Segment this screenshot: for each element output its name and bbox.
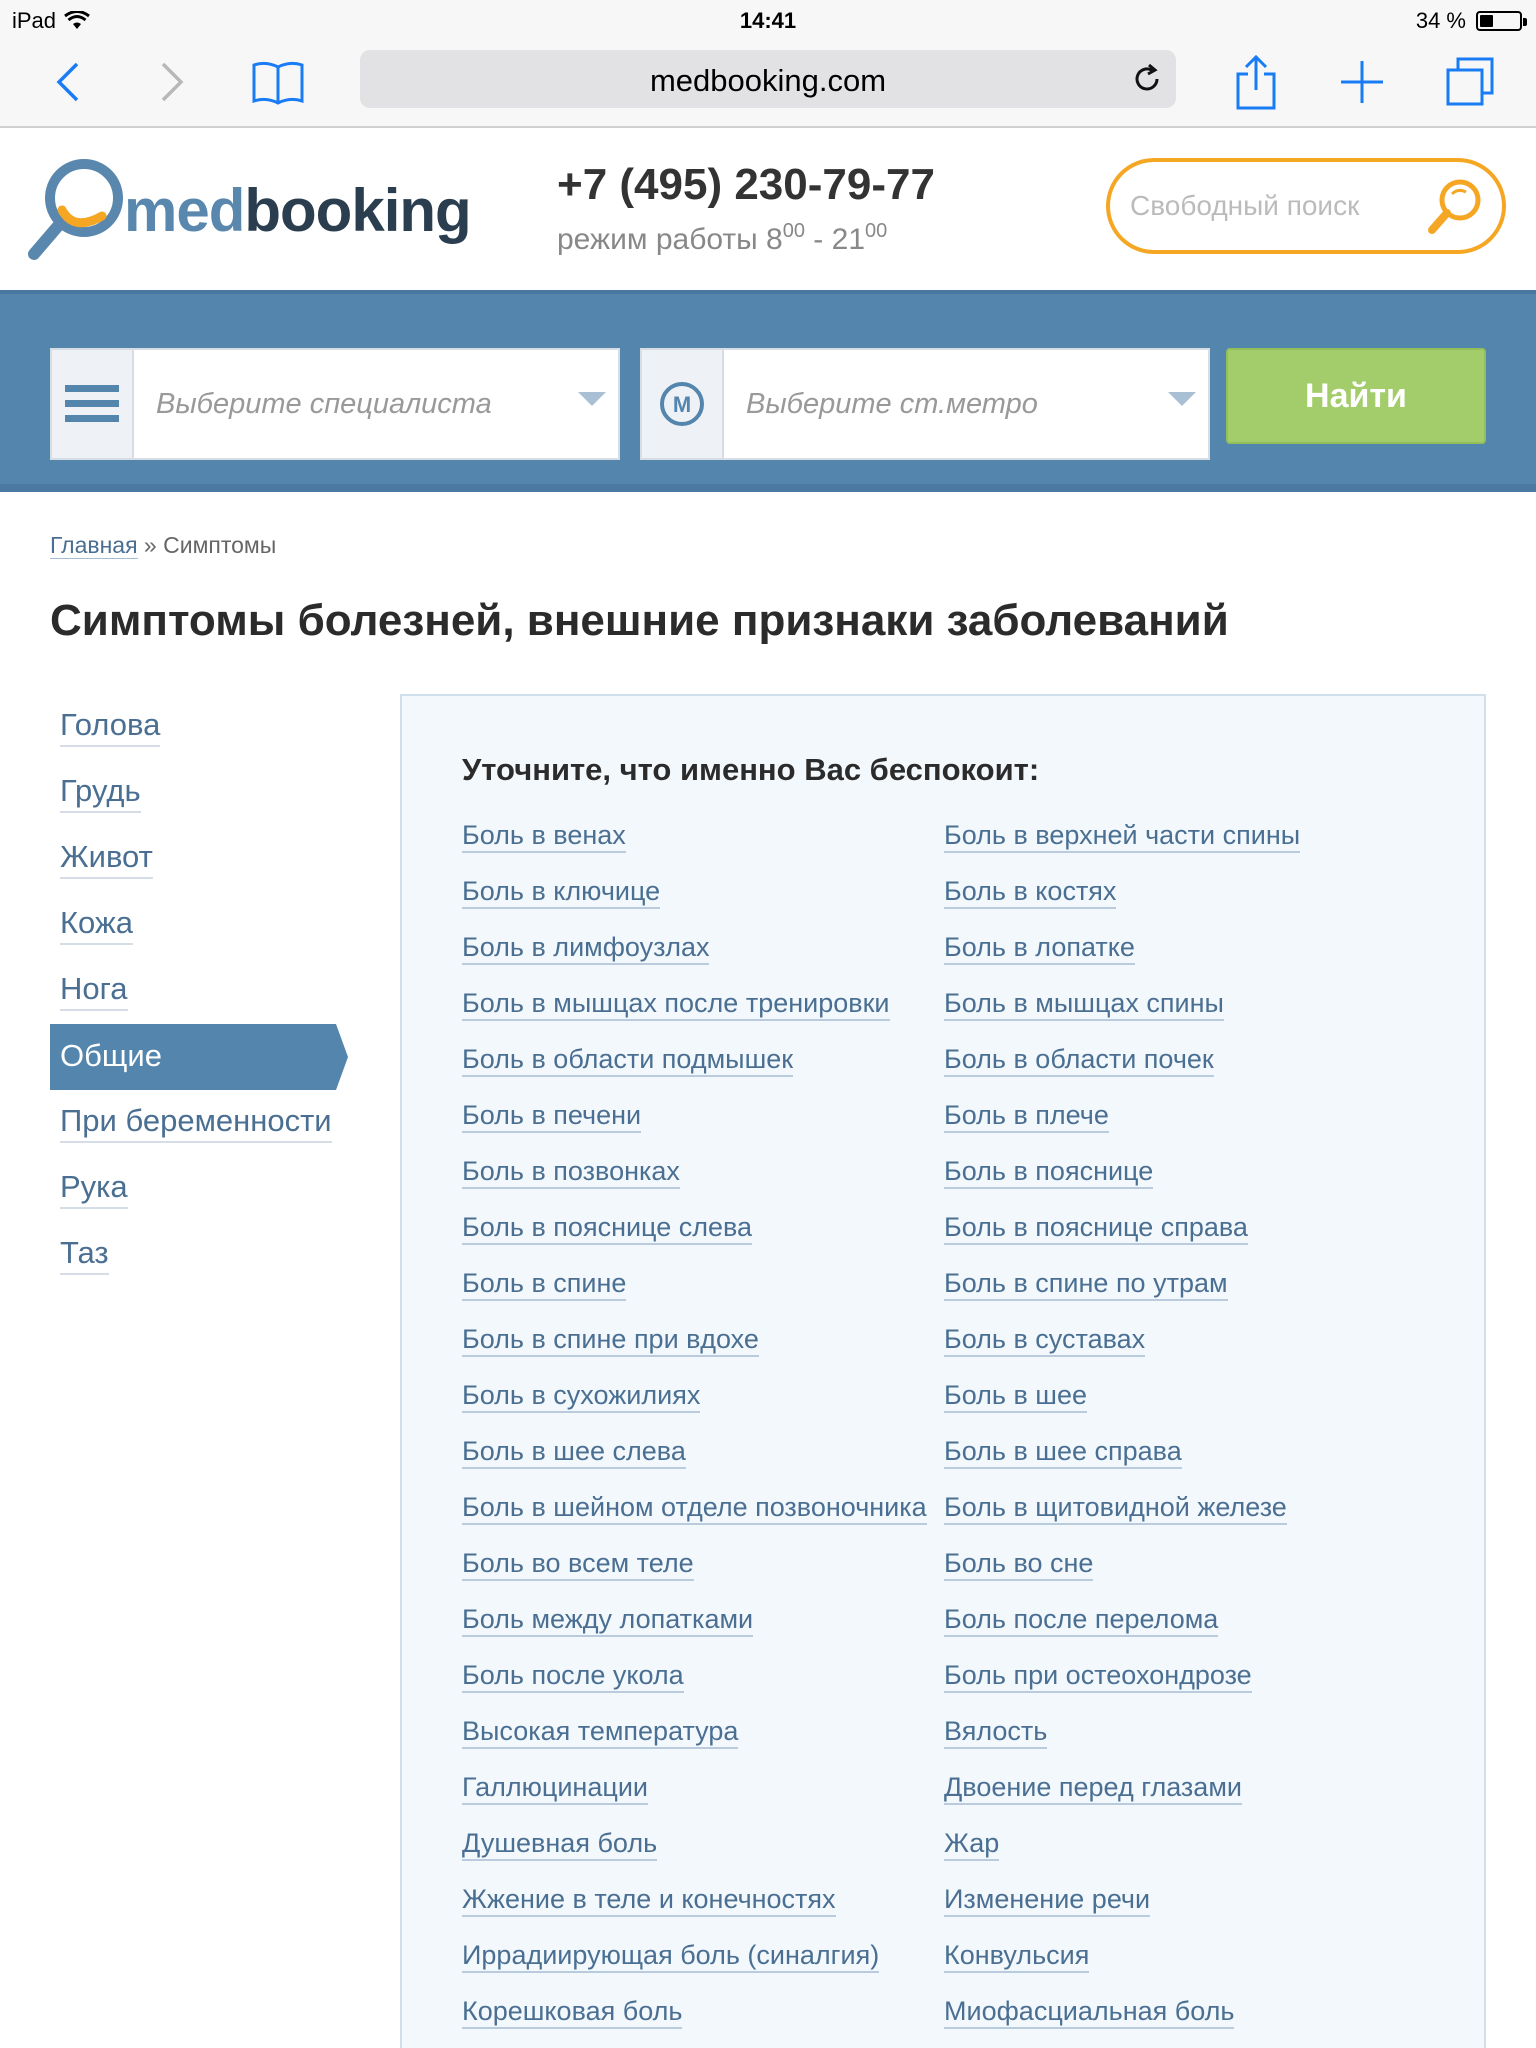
category-label: Кожа — [60, 905, 133, 945]
symptom-link[interactable] — [462, 1324, 944, 1380]
symptom-label: Боль в венах — [462, 820, 626, 853]
symptom-link[interactable] — [462, 1660, 944, 1716]
symptom-label: Боль в ключице — [462, 876, 660, 909]
symptom-label: Иррадиирующая боль (синалгия) — [462, 1940, 879, 1973]
category-item[interactable] — [50, 1156, 370, 1222]
site-header — [0, 130, 1536, 290]
symptom-label: Боль в спине — [462, 1268, 626, 1301]
reload-icon[interactable] — [1130, 62, 1164, 96]
battery-icon — [1476, 11, 1522, 31]
symptom-link[interactable] — [462, 1044, 944, 1100]
symptom-link[interactable] — [944, 932, 1426, 988]
symptom-label: Боль в пояснице справа — [944, 1212, 1248, 1245]
symptom-label: Боль в мышцах после тренировки — [462, 988, 890, 1021]
symptom-link[interactable] — [944, 1100, 1426, 1156]
status-time: 14:41 — [739, 8, 797, 33]
category-item[interactable] — [50, 1222, 370, 1288]
tabs-icon[interactable] — [1438, 50, 1502, 114]
symptom-link[interactable] — [462, 1212, 944, 1268]
symptom-label: Боль в области почек — [944, 1044, 1214, 1077]
category-item[interactable] — [50, 826, 370, 892]
symptom-link[interactable] — [462, 1436, 944, 1492]
symptom-label: Изменение речи — [944, 1884, 1150, 1917]
symptom-label: Боль в пояснице слева — [462, 1212, 752, 1245]
bookmarks-icon[interactable] — [246, 50, 310, 114]
symptom-label: Боль в суставах — [944, 1324, 1145, 1357]
symptom-link[interactable] — [944, 1492, 1426, 1548]
symptom-link[interactable] — [944, 820, 1426, 876]
breadcrumb-home-link[interactable]: Главная — [50, 532, 138, 558]
symptom-label: Боль во сне — [944, 1548, 1093, 1581]
menu-icon — [52, 350, 134, 458]
symptom-label: Боль в мышцах спины — [944, 988, 1224, 1021]
symptom-panel — [400, 694, 1486, 2048]
symptom-label: Боль в верхней части спины — [944, 820, 1300, 853]
symptom-label: Боль между лопатками — [462, 1604, 753, 1637]
symptom-link[interactable] — [462, 1156, 944, 1212]
category-label: Голова — [60, 707, 160, 747]
symptom-link[interactable] — [944, 1548, 1426, 1604]
symptom-label: Боль в лимфоузлах — [462, 932, 709, 965]
symptom-label: Боль в спине при вдохе — [462, 1324, 759, 1357]
page-title: Симптомы болезней, внешние признаки заболеваний — [50, 596, 1229, 645]
symptom-link[interactable] — [462, 1548, 944, 1604]
status-bar — [0, 0, 1536, 40]
category-item[interactable] — [50, 760, 370, 826]
breadcrumb-current: Симптомы — [163, 532, 277, 558]
symptom-label: Боль в шее слева — [462, 1436, 686, 1469]
specialist-select[interactable] — [50, 348, 620, 460]
symptom-label: Боль в лопатке — [944, 932, 1135, 965]
symptom-link[interactable] — [944, 1044, 1426, 1100]
chevron-down-icon — [1168, 392, 1196, 406]
symptom-link[interactable] — [462, 1716, 944, 1772]
symptom-link[interactable] — [462, 1100, 944, 1156]
share-icon[interactable] — [1224, 50, 1288, 114]
symptom-link[interactable] — [944, 876, 1426, 932]
category-item[interactable] — [50, 1024, 336, 1090]
category-label: Нога — [60, 971, 128, 1011]
category-label: Живот — [60, 839, 153, 879]
symptom-link[interactable] — [944, 1996, 1426, 2048]
magnifier-logo-icon — [28, 154, 124, 264]
new-tab-icon[interactable] — [1330, 50, 1394, 114]
symptom-label: Жжение в теле и конечностях — [462, 1884, 836, 1917]
symptom-label: Боль в шейном отделе позвоночника — [462, 1492, 927, 1525]
battery-percent: 34 % — [1415, 8, 1466, 33]
symptom-label: Боль в плече — [944, 1100, 1109, 1133]
symptom-label: Галлюцинации — [462, 1772, 648, 1805]
category-item[interactable] — [50, 958, 370, 1024]
logo-wordmark: medbooking — [124, 177, 471, 244]
status-right — [1416, 8, 1522, 34]
find-button[interactable]: Найти — [1226, 348, 1486, 444]
chevron-down-icon — [578, 392, 606, 406]
category-label: Общие — [60, 1038, 162, 1073]
symptom-label: Двоение перед глазами — [944, 1772, 1242, 1805]
svg-text:М: М — [672, 392, 692, 417]
symptom-link[interactable] — [462, 1828, 944, 1884]
category-label: Таз — [60, 1235, 109, 1275]
symptom-label: Боль при остеохондрозе — [944, 1660, 1252, 1693]
category-menu — [50, 694, 370, 1288]
symptom-link[interactable] — [462, 1380, 944, 1436]
symptom-label: Боль после перелома — [944, 1604, 1218, 1637]
symptom-label: Вялость — [944, 1716, 1047, 1749]
symptom-label: Боль в сухожилиях — [462, 1380, 700, 1413]
symptom-link[interactable] — [462, 820, 944, 876]
symptom-link[interactable] — [944, 1436, 1426, 1492]
category-label: Рука — [60, 1169, 128, 1209]
symptom-label: Боль в шее — [944, 1380, 1087, 1413]
symptom-link[interactable] — [462, 988, 944, 1044]
symptom-link[interactable] — [944, 1884, 1426, 1940]
symptom-link[interactable] — [944, 1940, 1426, 1996]
breadcrumb-separator: » — [137, 532, 164, 558]
symptom-label: Боль в пояснице — [944, 1156, 1153, 1189]
symptom-label: Боль в области подмышек — [462, 1044, 793, 1077]
symptom-link[interactable] — [462, 1940, 944, 1996]
metro-placeholder: Выберите ст.метро — [746, 388, 1038, 420]
forward-icon[interactable] — [140, 50, 204, 114]
contact-block — [557, 160, 935, 257]
category-item[interactable] — [50, 1090, 370, 1156]
symptom-link[interactable] — [462, 1996, 944, 2048]
back-icon[interactable] — [36, 50, 100, 114]
symptom-link[interactable] — [462, 876, 944, 932]
breadcrumb — [50, 532, 276, 559]
symptom-link[interactable] — [944, 1324, 1426, 1380]
symptom-label: Боль в позвонках — [462, 1156, 680, 1189]
metro-icon — [642, 350, 724, 458]
category-item[interactable] — [50, 892, 370, 958]
phone-number[interactable]: +7 (495) 230-79-77 — [557, 160, 935, 209]
symptom-label: Жар — [944, 1828, 999, 1861]
symptom-label: Боль после укола — [462, 1660, 684, 1693]
symptom-link[interactable] — [944, 1212, 1426, 1268]
device-name: iPad — [12, 8, 57, 33]
category-label: Грудь — [60, 773, 141, 813]
symptom-link[interactable] — [944, 988, 1426, 1044]
symptom-link[interactable] — [462, 1604, 944, 1660]
symptom-label: Боль в щитовидной железе — [944, 1492, 1287, 1525]
symptom-label: Высокая температура — [462, 1716, 738, 1749]
symptom-label: Корешковая боль — [462, 1996, 682, 2029]
symptom-link[interactable] — [944, 1380, 1426, 1436]
symptom-label: Боль в костях — [944, 876, 1116, 909]
search-icon[interactable] — [1424, 176, 1484, 236]
category-label: При беременности — [60, 1103, 332, 1143]
site-logo[interactable] — [28, 154, 488, 264]
metro-select[interactable] — [640, 348, 1210, 460]
address-bar[interactable] — [360, 50, 1176, 108]
category-item[interactable] — [50, 694, 370, 760]
symptom-label: Боль во всем теле — [462, 1548, 694, 1581]
symptom-link[interactable] — [944, 1660, 1426, 1716]
symptom-link[interactable] — [944, 1604, 1426, 1660]
specialist-placeholder: Выберите специалиста — [156, 388, 492, 420]
working-hours: режим работы $8^{00} - 21^{00}$ — [557, 220, 888, 256]
free-search-input[interactable] — [1130, 184, 1430, 228]
symptom-link[interactable] — [462, 1772, 944, 1828]
symptom-link[interactable] — [944, 1156, 1426, 1212]
browser-toolbar — [0, 40, 1536, 128]
symptom-link[interactable] — [944, 1716, 1426, 1772]
free-search-box — [1106, 158, 1506, 254]
symptom-link[interactable] — [462, 1268, 944, 1324]
symptom-link[interactable] — [944, 1828, 1426, 1884]
symptom-link[interactable] — [944, 1772, 1426, 1828]
panel-title: Уточните, что именно Вас беспокоит: — [462, 752, 1040, 787]
search-filter-bar — [0, 290, 1536, 492]
symptom-label: Конвульсия — [944, 1940, 1089, 1973]
symptom-label: Боль в спине по утрам — [944, 1268, 1228, 1301]
symptom-label: Боль в шее справа — [944, 1436, 1182, 1469]
symptom-link[interactable] — [462, 932, 944, 988]
url-text: medbooking.com — [649, 63, 887, 98]
symptom-label: Душевная боль — [462, 1828, 657, 1861]
symptom-link[interactable] — [462, 1492, 944, 1548]
symptom-link[interactable] — [462, 1884, 944, 1940]
symptom-label: Миофасциальная боль — [944, 1996, 1234, 2029]
symptom-link[interactable] — [944, 1268, 1426, 1324]
symptom-label: Боль в печени — [462, 1100, 641, 1133]
symptom-list — [462, 820, 1462, 2048]
